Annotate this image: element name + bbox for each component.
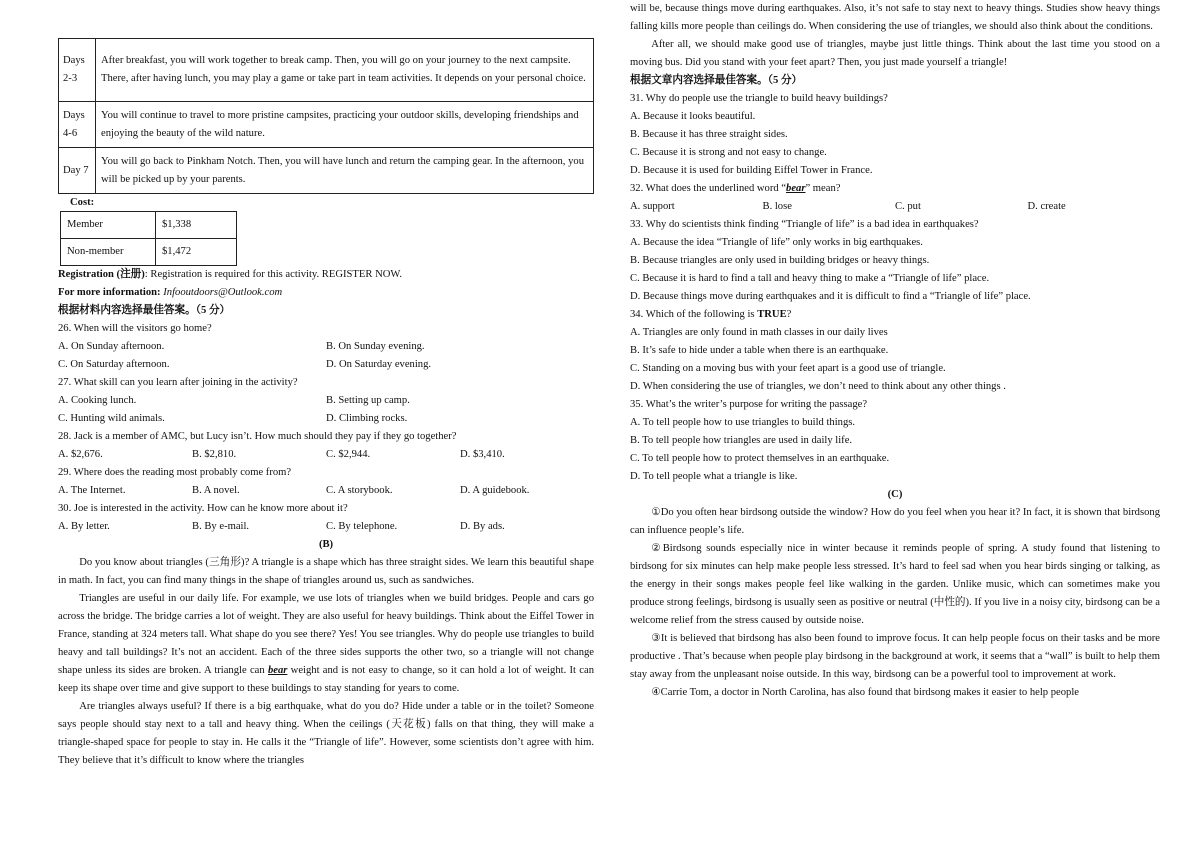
- schedule-text: You will go back to Pinkham Notch. Then, you will have lunch and return the camping gear. In the afternoon, you will be picked up by your parents.: [96, 148, 594, 194]
- answer-option: C. To tell people how to protect themselves in an earthquake.: [630, 453, 890, 464]
- answer-option: B. A novel.: [192, 485, 240, 496]
- schedule-row: [59, 102, 594, 148]
- left-column: [58, 38, 594, 770]
- answer-option: A. On Sunday afternoon.: [58, 341, 165, 352]
- answer-option: B. lose: [762, 201, 792, 212]
- answer-option: B. Setting up camp.: [326, 395, 410, 406]
- answer-option: B. It’s safe to hide under a table when there is an earthquake.: [630, 345, 889, 356]
- answer-option: A. support: [630, 201, 675, 212]
- answer-option: A. By letter.: [58, 521, 110, 532]
- paragraph-text: Triangles are useful in our daily life. For example, we use lots of triangles when we build bridges. People and cars go across the bridge. The bridge carries a lot of weight. They are also useful for heavy buildings. Think about the Eiffel Tower in France, standing at 324 meters tall. What shape do you see there? Yes! You see triangles. Why do people use triangles to build heavy and tall buildings? It’s not an accident. Each of the three sides supports the other two, so a triangle will not change shape unless its sides are broken. A triangle can: [58, 593, 594, 676]
- answer-option: D. By ads.: [460, 521, 505, 532]
- answer-option-row: [58, 356, 594, 374]
- paragraph-text: weight and is not easy to change, so it can hold a lot of weight. It can keep its shape over time and give support to these buildings to stay standing for years to come.: [58, 665, 594, 694]
- part-a-instruction: 根据材料内容选择最佳答案。（5 分）: [58, 305, 231, 316]
- schedule-row: [59, 39, 594, 102]
- answer-option: A. Because it looks beautiful.: [630, 111, 756, 122]
- section-c-paragraph-3: ③It is believed that birdsong has also been found to improve focus. It can help people focus on their tasks and be more productive . That’s because when people play birdsong in the background at work, it seems that a “wall” is built to help them stay away from the unpleasant noise outside. In this way, birdsong can be a powerful tool to improvement at work.: [630, 633, 1160, 680]
- answer-option: D. On Saturday evening.: [326, 359, 432, 370]
- answer-option: B. By e-mail.: [192, 521, 250, 532]
- answer-option: C. Because it is hard to find a tall and heavy thing to make a “Triangle of life” place.: [630, 273, 990, 284]
- answer-option: C. $2,944.: [326, 449, 371, 460]
- cost-row: [61, 212, 237, 239]
- answer-option: D. create: [1027, 201, 1066, 212]
- answer-option: A. Because the idea “Triangle of life” only works in big earthquakes.: [630, 237, 923, 248]
- answer-option: C. put: [895, 201, 921, 212]
- answer-option: D. A guidebook.: [460, 485, 530, 496]
- more-info-email: Infooutdoors@Outlook.com: [163, 287, 283, 298]
- registration-line: [58, 266, 594, 284]
- schedule-day: Days 2-3: [59, 39, 96, 102]
- answer-option: B. $2,810.: [192, 449, 237, 460]
- answer-option-row: [58, 446, 594, 464]
- answer-option: D. Because it is used for building Eiffel Tower in France.: [630, 165, 873, 176]
- cost-row: [61, 239, 237, 266]
- answer-option: C. A storybook.: [326, 485, 393, 496]
- right-column: [630, 0, 1160, 702]
- answer-option: D. $3,410.: [460, 449, 505, 460]
- question-text: ?: [786, 309, 792, 320]
- cost-price: $1,472: [156, 239, 237, 266]
- schedule-table: [58, 38, 594, 194]
- answer-option-row: [630, 198, 1160, 216]
- section-b-paragraph-2: [58, 590, 594, 698]
- answer-option: C. Hunting wild animals.: [58, 413, 165, 424]
- question-stem: 28. Jack is a member of AMC, but Lucy isn’t. How much should they pay if they go together?: [58, 431, 457, 442]
- answer-option: A. Triangles are only found in math classes in our daily lives: [630, 327, 888, 338]
- answer-option: A. To tell people how to use triangles to build things.: [630, 417, 856, 428]
- question-stem: [630, 180, 1160, 198]
- underlined-word: bear: [267, 665, 288, 676]
- answer-option: B. To tell people how triangles are used in daily life.: [630, 435, 853, 446]
- answer-option-row: [58, 392, 594, 410]
- part-a-questions: [58, 320, 594, 536]
- answer-option: A. $2,676.: [58, 449, 103, 460]
- schedule-day: Day 7: [59, 148, 96, 194]
- question-stem: 27. What skill can you learn after joining in the activity?: [58, 377, 298, 388]
- answer-option: A. Cooking lunch.: [58, 395, 137, 406]
- more-info-line: [58, 284, 594, 302]
- answer-option: D. Climbing rocks.: [326, 413, 408, 424]
- question-text: 34. Which of the following is: [630, 309, 758, 320]
- section-c-heading: (C): [887, 489, 903, 500]
- question-stem: [630, 306, 1160, 324]
- cost-title: Cost:: [70, 197, 95, 208]
- section-b-paragraph-3: Are triangles always useful? If there is a big earthquake, what do you do? Hide under a table or in the toilet? Someone says people should stay next to a tall and heavy thing. When the ceilings (天花板) falls on that thing, they will make a triangle-shaped space for people to stay in. He calls it the “Triangle of life”. However, some scientists don’t agree with him. They believe that it’s difficult to know where the triangles: [58, 701, 594, 766]
- answer-option: B. Because it has three straight sides.: [630, 129, 788, 140]
- section-c-paragraph-1: ①Do you often hear birdsong outside the window? How do you feel when you hear it? In fact, it is shown that birdsong can influence people’s life.: [630, 507, 1160, 536]
- cost-price: $1,338: [156, 212, 237, 239]
- section-b-heading: (B): [318, 539, 334, 550]
- question-text: 32. What does the underlined word “: [630, 183, 787, 194]
- question-stem: 30. Joe is interested in the activity. How can he know more about it?: [58, 503, 348, 514]
- cost-label: Member: [61, 212, 156, 239]
- question-stem: 33. Why do scientists think finding “Triangle of life” is a bad idea in earthquakes?: [630, 219, 979, 230]
- answer-option: D. When considering the use of triangles, we don’t need to think about any other things .: [630, 381, 1006, 392]
- question-emphasis: TRUE: [757, 309, 787, 320]
- answer-option: C. By telephone.: [326, 521, 398, 532]
- answer-option: C. On Saturday afternoon.: [58, 359, 170, 370]
- question-stem: 35. What’s the writer’s purpose for writing the passage?: [630, 399, 868, 410]
- answer-option: B. Because triangles are only used in building bridges or heavy things.: [630, 255, 930, 266]
- answer-option-row: [58, 338, 594, 356]
- question-text: ” mean?: [805, 183, 841, 194]
- answer-option: C. Because it is strong and not easy to change.: [630, 147, 827, 158]
- schedule-row: [59, 148, 594, 194]
- section-c-paragraph-2: ②Birdsong sounds especially nice in winter because it reminds people of spring. A study found that listening to birdsong for six minutes can help make people less stressed. It’s hard to feel sad when you hear birds singing or talking, as the energy in their songs makes people feel like walking in the garden. Unlike music, which can sometimes make you produce strong feelings, birdsong is usually seen as positive or neutral (中性的). If you live in a noisy city, birdsong can be a welcome relief from the stress caused by outside noise.: [630, 543, 1160, 626]
- answer-option: C. Standing on a moving bus with your feet apart is a good use of triangle.: [630, 363, 946, 374]
- part-b-questions: [630, 90, 1160, 486]
- section-c-paragraph-4: ④Carrie Tom, a doctor in North Carolina, has also found that birdsong makes it easier to help people: [651, 687, 1079, 698]
- cost-label: Non-member: [61, 239, 156, 266]
- schedule-text: After breakfast, you will work together to break camp. Then, you will go on your journey to the next campsite. There, after having lunch, you may play a game or take part in team activities. It depends on your personal choice.: [96, 39, 594, 102]
- part-b-instruction: 根据文章内容选择最佳答案。（5 分）: [630, 75, 803, 86]
- section-b-paragraph-1: Do you know about triangles (三角形)? A triangle is a shape which has three straight sides. We learn this beautiful shape in math. In fact, you can find many things in the shape of triangles around us, such as sandwiches.: [58, 557, 594, 586]
- answer-option-row: [58, 518, 594, 536]
- schedule-text: You will continue to travel to more pristine campsites, practicing your outdoor skills, developing friendships and enjoying the beauty of the wild nature.: [96, 102, 594, 148]
- answer-option-row: [58, 410, 594, 428]
- section-b-paragraph-3-continued: will be, because things move during earthquakes. Also, it’s not safe to stay next to heavy things. Studies show heavy things falling kills more people than ceilings do. When considering the use of triangles, we should also think about the conditions.: [630, 3, 1160, 32]
- answer-option: D. Because things move during earthquakes and it is difficult to find a “Triangle of life” place.: [630, 291, 1031, 302]
- answer-option: A. The Internet.: [58, 485, 126, 496]
- question-stem: 31. Why do people use the triangle to build heavy buildings?: [630, 93, 888, 104]
- answer-option-row: [58, 482, 594, 500]
- section-b-paragraph-4: After all, we should make good use of triangles, maybe just little things. Think about the last time you stood on a moving bus. Did you stand with your feet apart? Then, you just made yourself a triangle!: [630, 39, 1160, 68]
- cost-table: [60, 211, 237, 266]
- question-stem: 26. When will the visitors go home?: [58, 323, 212, 334]
- schedule-day: Days 4-6: [59, 102, 96, 148]
- more-info-label: For more information:: [58, 287, 161, 298]
- question-emphasis: bear: [786, 183, 806, 194]
- question-stem: 29. Where does the reading most probably come from?: [58, 467, 292, 478]
- answer-option: B. On Sunday evening.: [326, 341, 425, 352]
- answer-option: D. To tell people what a triangle is like.: [630, 471, 798, 482]
- registration-label: Registration (注册): [58, 269, 145, 280]
- registration-text: : Registration is required for this activity. REGISTER NOW.: [144, 269, 403, 280]
